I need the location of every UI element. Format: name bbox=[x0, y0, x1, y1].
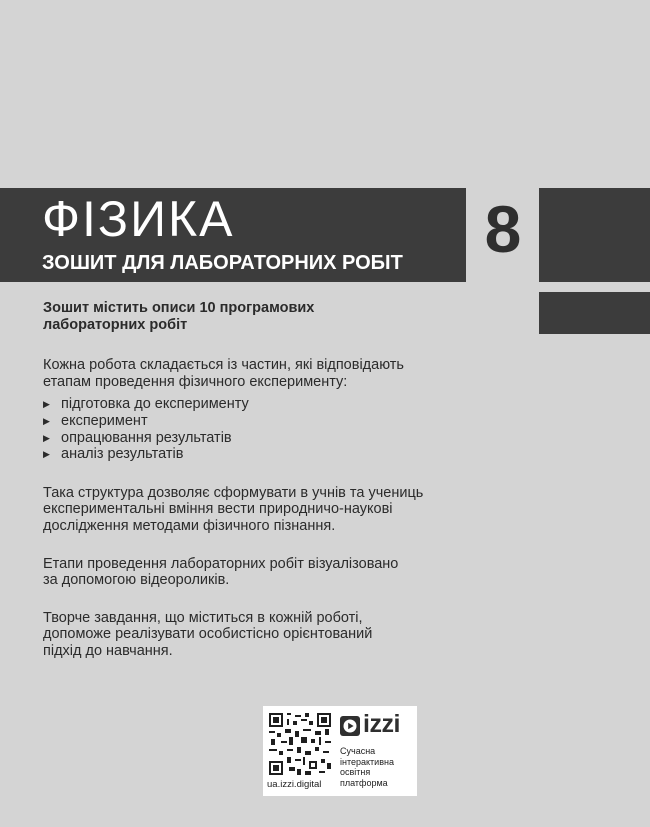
bullet-icon: ▶ bbox=[43, 432, 50, 443]
list-item-text: експеримент bbox=[61, 412, 148, 429]
qr-code-icon[interactable] bbox=[269, 713, 331, 775]
tagline-line: освітня bbox=[340, 767, 371, 778]
book-title: ФІЗИКА bbox=[42, 191, 235, 247]
list-item bbox=[43, 396, 473, 413]
list-item bbox=[43, 446, 473, 463]
bullet-icon: ▶ bbox=[43, 399, 50, 410]
grade-number: 8 bbox=[484, 192, 522, 266]
description bbox=[43, 300, 473, 660]
list-item-text: опрацювання результатів bbox=[61, 429, 232, 446]
brand-logo: izzi bbox=[363, 710, 400, 738]
paragraph-video: Етапи проведення лабораторних робіт візуалізовано за допомогою відеороликів. bbox=[43, 555, 399, 589]
stages-list bbox=[43, 396, 473, 462]
book-subtitle: ЗОШИТ ДЛЯ ЛАБОРАТОРНИХ РОБІТ bbox=[42, 252, 403, 274]
paragraph-creative: Творче завдання, що міститься в кожній роботі, допоможе реалізувати особистісно орієнтований підхід до навчання. bbox=[43, 609, 373, 659]
list-item bbox=[43, 430, 473, 447]
intro-text: Кожна робота складається із частин, які відповідають етапам проведення фізичного експерименту: bbox=[43, 357, 404, 390]
play-icon bbox=[340, 716, 360, 736]
tagline-line: інтерактивна bbox=[340, 756, 394, 767]
bullet-icon: ▶ bbox=[43, 449, 50, 460]
right-block-top bbox=[539, 188, 650, 282]
tagline-line: Сучасна bbox=[340, 746, 376, 756]
izzi-badge bbox=[263, 706, 417, 796]
list-item bbox=[43, 413, 473, 430]
brand-tagline bbox=[340, 746, 414, 788]
tagline-line: платформа bbox=[340, 777, 388, 788]
lead-text: Зошит містить описи 10 програмових лабораторних робіт bbox=[43, 300, 315, 333]
bullet-icon: ▶ bbox=[43, 415, 50, 426]
list-item-text: підготовка до експерименту bbox=[61, 396, 249, 413]
list-item-text: аналіз результатів bbox=[61, 446, 184, 463]
right-block-bottom bbox=[539, 292, 650, 334]
qr-url-text[interactable]: ua.izzi.digital bbox=[267, 779, 322, 790]
paragraph-structure: Така структура дозволяє сформувати в учнів та учениць експериментальні вміння вести природничо-наукові дослідження методами фізичного пізнання. bbox=[43, 484, 424, 534]
